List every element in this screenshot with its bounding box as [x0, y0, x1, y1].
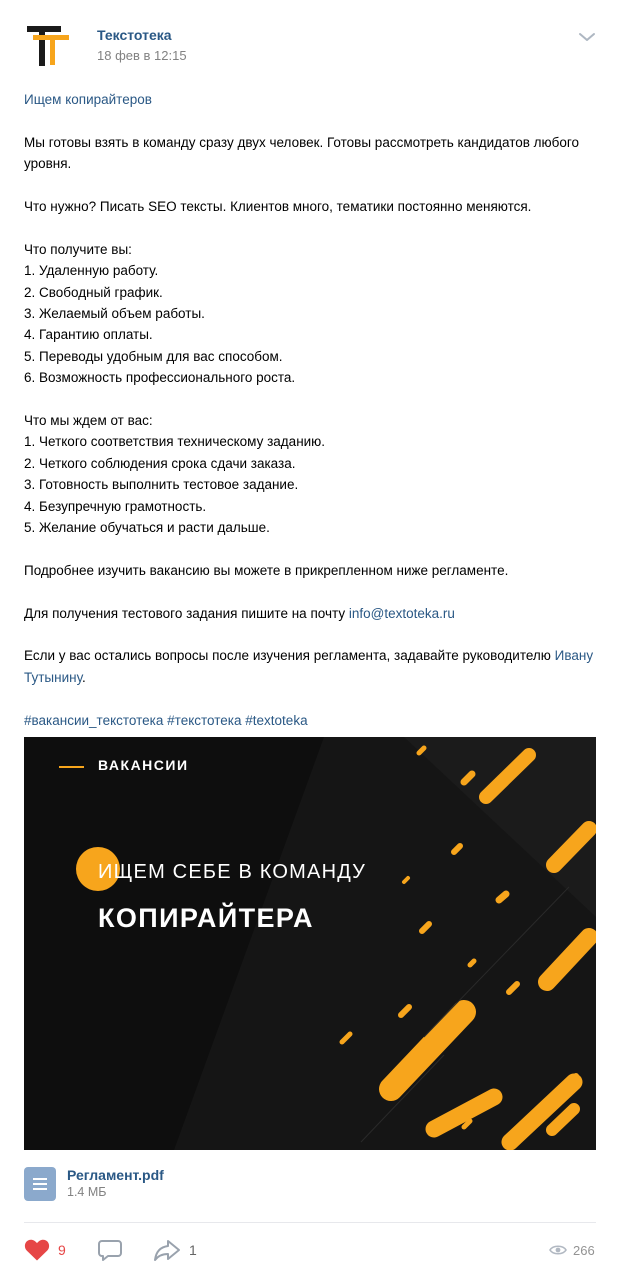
post-heading-link[interactable]: Ищем копирайтеров — [24, 92, 152, 107]
email-line: Для получения тестового задания пишите на почту info@textoteka.ru — [24, 605, 455, 621]
eye-icon — [549, 1244, 567, 1256]
like-button[interactable] — [24, 1236, 66, 1264]
attachment-document — [24, 1166, 324, 1202]
comment-icon — [97, 1238, 123, 1262]
like-count: 9 — [58, 1242, 66, 1258]
post-image[interactable] — [24, 737, 596, 1150]
share-icon — [153, 1238, 181, 1262]
heart-icon — [24, 1238, 50, 1262]
post-paragraph: 3. Готовность выполнить тестовое задание. — [24, 477, 299, 493]
share-button[interactable] — [153, 1236, 197, 1264]
post-paragraph: Что получите вы: — [24, 241, 132, 257]
paragraph-spacer — [24, 217, 596, 238]
banner-title: КОПИРАЙТЕРА — [98, 903, 314, 933]
hashtag-link[interactable]: #текстотека — [167, 712, 242, 728]
banner-subtitle: ИЩЕМ СЕБЕ В КОМАНДУ — [98, 861, 367, 883]
comment-button[interactable] — [97, 1236, 131, 1264]
paragraph-spacer — [24, 175, 596, 196]
post-paragraph: 3. Желаемый объем работы. — [24, 306, 205, 322]
attachment-size: 1.4 МБ — [67, 1185, 107, 1199]
document-icon[interactable] — [24, 1167, 56, 1201]
post-paragraph: Что нужно? Писать SEO тексты. Клиентов много, тематики постоянно меняются. — [24, 199, 532, 214]
post-paragraph: 4. Безупречную грамотность. — [24, 498, 207, 514]
post-paragraph: 1. Четкого соответствия техническому заданию. — [24, 434, 326, 450]
views-count: 266 — [573, 1242, 595, 1258]
views-counter — [549, 1240, 595, 1260]
divider — [24, 1222, 596, 1223]
post-paragraphs — [24, 132, 596, 603]
contact-line: Если у вас остались вопросы после изучения регламента, задавайте руководителю Ивану Тутынину. — [24, 648, 597, 685]
post-paragraph: 1. Удаленную работу. — [24, 263, 159, 279]
banner-graphic — [24, 737, 596, 1150]
post-paragraph: Мы готовы взять в команду сразу двух человек. Готовы рассмотреть кандидатов любого уровня. — [24, 134, 583, 172]
paragraph-spacer — [24, 538, 596, 559]
hashtag-link[interactable]: #textoteka — [245, 712, 308, 728]
hashtags — [24, 710, 596, 731]
community-avatar[interactable] — [24, 22, 72, 70]
attachment-name-link[interactable]: Регламент.pdf — [67, 1167, 164, 1183]
post-paragraph: Что мы ждем от вас: — [24, 413, 153, 429]
post-header — [0, 0, 620, 90]
hashtag-link[interactable]: #вакансии_текстотека — [24, 712, 164, 728]
chevron-down-icon[interactable] — [578, 30, 596, 42]
post-paragraph: 2. Четкого соблюдения срока сдачи заказа. — [24, 455, 296, 471]
share-count: 1 — [189, 1242, 197, 1258]
post-paragraph: Подробнее изучить вакансию вы можете в прикрепленном ниже регламенте. — [24, 562, 509, 578]
post-author-link[interactable]: Текстотека — [97, 27, 172, 43]
post-paragraph: 4. Гарантию оплаты. — [24, 327, 153, 343]
banner-label: ВАКАНСИИ — [98, 757, 189, 773]
paragraph-spacer — [24, 581, 596, 602]
post-date[interactable]: 18 фев в 12:15 — [97, 48, 187, 63]
contact-person-link[interactable]: Ивану Тутынину — [24, 648, 597, 685]
paragraph-spacer — [24, 389, 596, 410]
post-text — [24, 89, 596, 731]
post-paragraph: 2. Свободный график. — [24, 284, 163, 300]
email-link[interactable]: info@textoteka.ru — [348, 605, 455, 621]
post-paragraph: 5. Переводы удобным для вас способом. — [24, 348, 283, 364]
post-paragraph: 6. Возможность профессионального роста. — [24, 370, 296, 386]
post-actions — [0, 1236, 620, 1266]
post-paragraph: 5. Желание обучаться и расти дальше. — [24, 520, 270, 536]
